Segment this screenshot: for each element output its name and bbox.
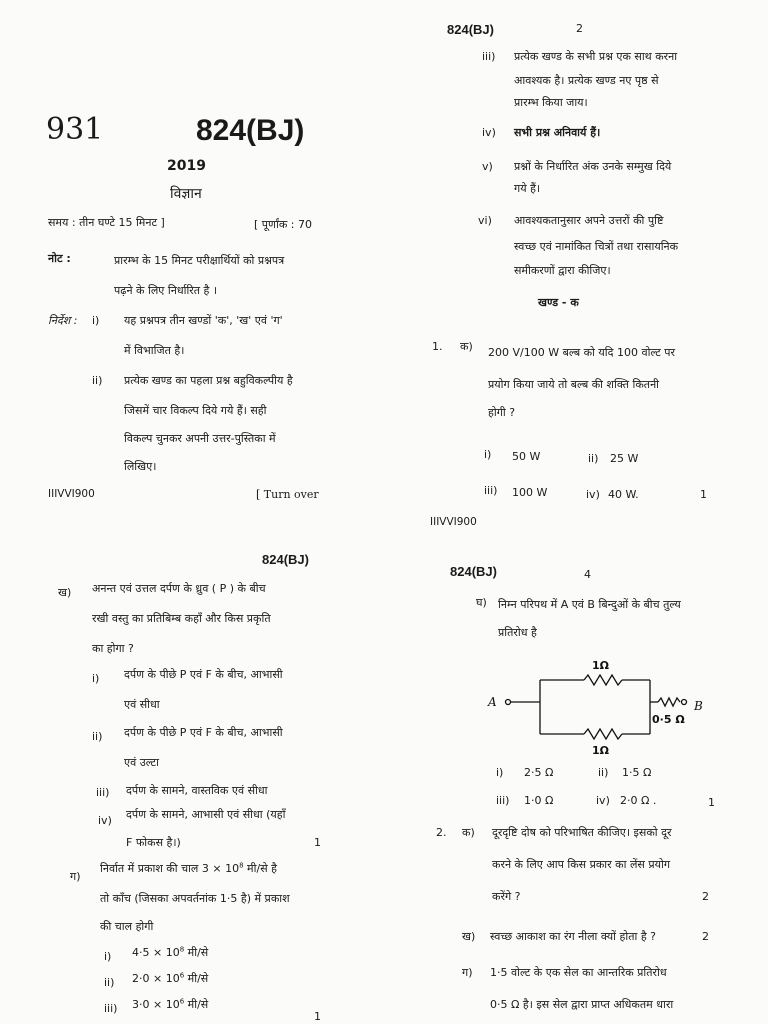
speed-unit: मी/से है xyxy=(243,862,277,875)
option-number: ii) xyxy=(588,452,599,465)
question-line: दूरदृष्टि दोष को परिभाषित कीजिए। इसको दूर xyxy=(492,826,672,839)
option-text: 1·0 Ω xyxy=(524,794,554,807)
exponent: 8 xyxy=(239,861,244,870)
instruction-line: सभी प्रश्न अनिवार्य हैं। xyxy=(514,126,601,139)
question-number: 2. xyxy=(436,826,447,839)
value-text: 2·0 × 10 xyxy=(132,972,180,985)
option-number: i) xyxy=(104,950,112,963)
page-2 xyxy=(384,0,768,540)
note-line: प्रारम्भ के 15 मिनट परीक्षार्थियों को प्रश्नपत्र xyxy=(114,254,285,267)
option-line: F फोकस है।) xyxy=(126,836,181,849)
instructions-label: निर्देश : xyxy=(48,314,78,327)
question-line: स्वच्छ आकाश का रंग नीला क्यों होता है ? xyxy=(490,930,656,943)
question-part: क) xyxy=(460,340,473,353)
page-code: 824(BJ) xyxy=(450,564,497,579)
question-part: ख) xyxy=(462,930,476,943)
instruction-number: iii) xyxy=(482,50,496,63)
option-line: एवं सीधा xyxy=(124,698,160,711)
resistor-bottom xyxy=(584,729,622,739)
option-number: i) xyxy=(496,766,504,779)
terminal-b xyxy=(682,700,687,705)
question-line: प्रतिरोध है xyxy=(498,626,537,639)
section-heading: खण्ड - क xyxy=(538,296,579,309)
instruction-line: प्रत्येक खण्ड का पहला प्रश्न बहुविकल्पीय है xyxy=(124,374,293,387)
resistor-top-label: 1Ω xyxy=(592,659,610,672)
option-text: 1·5 Ω xyxy=(622,766,652,779)
exponent: 6 xyxy=(179,997,185,1006)
question-line: होगी ? xyxy=(488,406,516,419)
option-text: 40 W. xyxy=(608,488,639,501)
paper-number: 931 xyxy=(46,112,104,147)
option-line: एवं उल्टा xyxy=(124,756,159,769)
question-line xyxy=(100,862,277,876)
unit-text: मी/से xyxy=(184,946,209,959)
page-4 xyxy=(384,540,768,1024)
instruction-line: लिखिए। xyxy=(124,460,157,473)
unit-text: मी/से xyxy=(184,998,209,1011)
exponent: 6 xyxy=(179,971,185,980)
paper-code: 824(BJ) xyxy=(196,114,305,147)
page-code: 824(BJ) xyxy=(262,552,309,567)
footer-code: IIIVVI900 xyxy=(430,516,477,528)
question-line: 0·5 Ω है। इस सेल द्वारा प्राप्त अधिकतम धारा xyxy=(490,998,674,1011)
question-line: रखी वस्तु का प्रतिबिम्ब कहाँ और किस प्रकृति xyxy=(92,612,271,625)
instruction-number: ii) xyxy=(92,374,103,387)
speed-text: निर्वात में प्रकाश की चाल 3 × 10 xyxy=(100,862,240,875)
note-label: नोट : xyxy=(48,252,71,265)
instruction-line: यह प्रश्नपत्र तीन खण्डों 'क', 'ख' एवं 'ग' xyxy=(124,314,283,327)
instruction-line: प्रारम्भ किया जाय। xyxy=(514,96,588,109)
note-line: पढ़ने के लिए निर्धारित है । xyxy=(114,284,218,297)
instruction-line: प्रश्नों के निर्धारित अंक उनके सम्मुख दिये xyxy=(514,160,672,173)
question-part: क) xyxy=(462,826,475,839)
instruction-line: समीकरणों द्वारा कीजिए। xyxy=(514,264,611,277)
question-line: 1·5 वोल्ट के एक सेल का आन्तरिक प्रतिरोध xyxy=(490,966,667,979)
option-number: iii) xyxy=(96,786,110,799)
page-3 xyxy=(0,540,384,1024)
page-1 xyxy=(0,0,384,520)
footer-code: IIIVVI900 xyxy=(48,488,95,500)
resistor-right-label: 0·5 Ω xyxy=(652,713,685,726)
circuit-diagram xyxy=(480,656,720,756)
question-line: करने के लिए आप किस प्रकार का लेंस प्रयोग xyxy=(492,858,671,871)
instruction-number: i) xyxy=(92,314,100,327)
question-line: की चाल होगी xyxy=(100,920,154,933)
option-number: iii) xyxy=(496,794,510,807)
option-line xyxy=(132,998,208,1012)
instruction-line: गये हैं। xyxy=(514,182,541,195)
instruction-line: विकल्प चुनकर अपनी उत्तर-पुस्तिका में xyxy=(124,432,276,445)
question-marks: 1 xyxy=(314,1010,321,1023)
question-line: तो काँच (जिसका अपवर्तनांक 1·5 है) में प्रकाश xyxy=(100,892,290,905)
instruction-line: स्वच्छ एवं नामांकित चित्रों तथा रासायनिक xyxy=(514,240,679,253)
question-marks: 1 xyxy=(314,836,321,849)
option-line: दर्पण के सामने, आभासी एवं सीधा (यहाँ xyxy=(126,808,286,821)
option-number: iv) xyxy=(586,488,600,501)
option-number: ii) xyxy=(104,976,115,989)
option-line: दर्पण के पीछे P एवं F के बीच, आभासी xyxy=(124,726,283,739)
question-marks: 1 xyxy=(700,488,707,501)
option-number: iii) xyxy=(484,484,498,497)
question-marks: 2 xyxy=(702,890,709,903)
terminal-a xyxy=(506,700,511,705)
resistor-bottom-label: 1Ω xyxy=(592,744,610,756)
subject-title: विज्ञान xyxy=(170,186,202,202)
exponent: 8 xyxy=(179,945,185,954)
page-code: 824(BJ) xyxy=(447,22,494,37)
option-text: 2·0 Ω . xyxy=(620,794,657,807)
question-line: अनन्त एवं उत्तल दर्पण के ध्रुव ( P ) के बीच xyxy=(92,582,266,595)
question-line: प्रयोग किया जाये तो बल्ब की शक्ति कितनी xyxy=(488,378,660,391)
page-number: 4 xyxy=(584,568,591,581)
question-line: निम्न परिपथ में A एवं B बिन्दुओं के बीच तुल्य xyxy=(498,598,681,611)
option-number: i) xyxy=(92,672,100,685)
option-line xyxy=(132,972,208,986)
question-marks: 2 xyxy=(702,930,709,943)
instruction-number: vi) xyxy=(478,214,492,227)
question-part: ख) xyxy=(58,586,72,599)
question-part: घ) xyxy=(476,596,487,609)
unit-text: मी/से xyxy=(184,972,209,985)
question-marks: 1 xyxy=(708,796,715,809)
resistor-right xyxy=(658,698,680,706)
turn-over: [ Turn over xyxy=(256,488,319,501)
option-text: 100 W xyxy=(512,486,548,499)
question-line: करेंगे ? xyxy=(492,890,521,903)
question-line: 200 V/100 W बल्ब को यदि 100 वोल्ट पर xyxy=(488,346,676,359)
question-line: का होगा ? xyxy=(92,642,134,655)
instruction-line: आवश्यक है। प्रत्येक खण्ड नए पृष्ठ से xyxy=(514,74,659,87)
page-number: 2 xyxy=(576,22,583,35)
max-marks: [ पूर्णांक : 70 xyxy=(254,218,312,231)
option-line: दर्पण के सामने, वास्तविक एवं सीधा xyxy=(126,784,268,797)
option-number: iii) xyxy=(104,1002,118,1015)
exam-year: 2019 xyxy=(167,158,206,174)
option-line xyxy=(132,946,208,960)
question-part: ग) xyxy=(70,870,81,883)
option-text: 2·5 Ω xyxy=(524,766,554,779)
question-part: ग) xyxy=(462,966,473,979)
instruction-line: आवश्यकतानुसार अपने उत्तरों की पुष्टि xyxy=(514,214,664,227)
value-text: 4·5 × 10 xyxy=(132,946,180,959)
option-text: 50 W xyxy=(512,450,541,463)
instruction-line: प्रत्येक खण्ड के सभी प्रश्न एक साथ करना xyxy=(514,50,678,63)
option-text: 25 W xyxy=(610,452,639,465)
instruction-line: जिसमें चार विकल्प दिये गये हैं। सही xyxy=(124,404,267,417)
instruction-number: iv) xyxy=(482,126,496,139)
option-number: ii) xyxy=(92,730,103,743)
instruction-number: v) xyxy=(482,160,493,173)
value-text: 3·0 × 10 xyxy=(132,998,180,1011)
option-number: ii) xyxy=(598,766,609,779)
resistor-top xyxy=(584,675,622,685)
terminal-b-label: B xyxy=(694,699,703,713)
option-line: दर्पण के पीछे P एवं F के बीच, आभासी xyxy=(124,668,283,681)
option-number: i) xyxy=(484,448,492,461)
terminal-a-label: A xyxy=(488,695,497,709)
option-number: iv) xyxy=(98,814,112,827)
option-number: iv) xyxy=(596,794,610,807)
instruction-line: में विभाजित है। xyxy=(124,344,185,357)
time-allowed: समय : तीन घण्टे 15 मिनट ] xyxy=(48,216,165,229)
question-number: 1. xyxy=(432,340,443,353)
